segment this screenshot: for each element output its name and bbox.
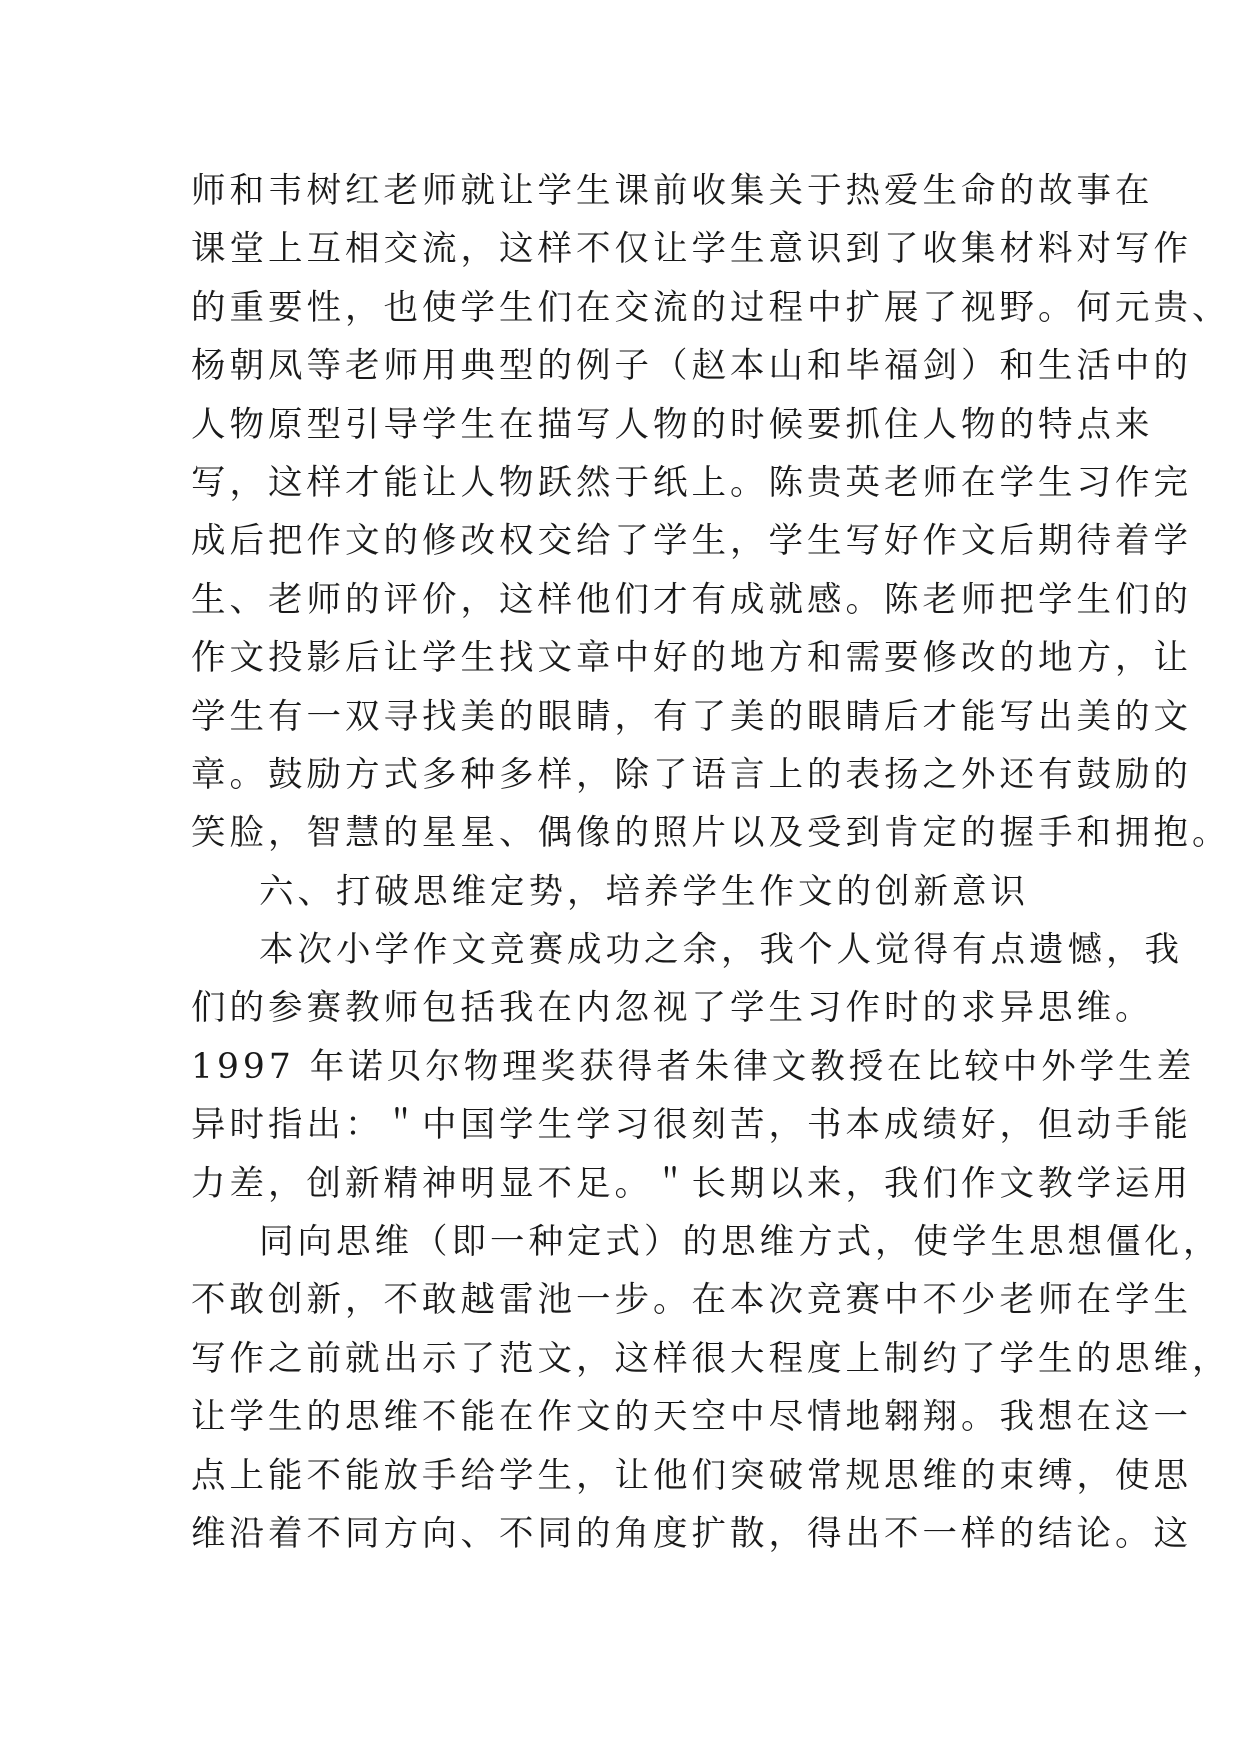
text-line: 杨朝凤等老师用典型的例子（赵本山和毕福剑）和生活中的	[191, 346, 1192, 387]
text-line: 本次小学作文竞赛成功之余，我个人觉得有点遗憾，我	[259, 930, 1183, 971]
body-text	[191, 162, 1231, 1563]
text-line: 同向思维（即一种定式）的思维方式，使学生思想僵化，	[259, 1222, 1222, 1263]
text-line: 写，这样才能让人物跃然于纸上。陈贵英老师在学生习作完	[191, 462, 1192, 503]
text-line: 课堂上互相交流，这样不仅让学生意识到了收集材料对写作	[191, 229, 1192, 270]
text-line: 章。鼓励方式多种多样，除了语言上的表扬之外还有鼓励的	[191, 754, 1192, 795]
text-line: 不敢创新，不敢越雷池一步。在本次竞赛中不少老师在学生	[191, 1280, 1192, 1321]
text-line: 人物原型引导学生在描写人物的时候要抓住人物的特点来	[191, 404, 1154, 445]
text-line: 成后把作文的修改权交给了学生，学生写好作文后期待着学	[191, 521, 1192, 562]
text-line: 1997 年诺贝尔物理奖获得者朱律文教授在比较中外学生差	[191, 1046, 1196, 1087]
text-line: 们的参赛教师包括我在内忽视了学生习作时的求异思维。	[191, 988, 1154, 1029]
text-line: 的重要性，也使学生们在交流的过程中扩展了视野。何元贵、	[191, 287, 1231, 328]
text-line: 力差，创新精神明显不足。＂长期以来，我们作文教学运用	[191, 1163, 1192, 1204]
section-heading: 六、打破思维定势，培养学生作文的创新意识	[259, 871, 1029, 912]
text-line: 作文投影后让学生找文章中好的地方和需要修改的地方，让	[191, 638, 1192, 679]
text-line: 师和韦树红老师就让学生课前收集关于热爱生命的故事在	[191, 171, 1154, 211]
text-line: 异时指出：＂中国学生学习很刻苦，书本成绩好，但动手能	[191, 1105, 1192, 1146]
text-line: 写作之前就出示了范文，这样很大程度上制约了学生的思维，	[191, 1338, 1231, 1379]
text-line: 让学生的思维不能在作文的天空中尽情地翱翔。我想在这一	[191, 1397, 1192, 1438]
text-line: 点上能不能放手给学生，让他们突破常规思维的束缚，使思	[191, 1455, 1192, 1496]
text-line: 学生有一双寻找美的眼睛，有了美的眼睛后才能写出美的文	[191, 696, 1192, 737]
text-line: 生、老师的评价，这样他们才有成就感。陈老师把学生们的	[191, 579, 1192, 620]
text-line: 笑脸，智慧的星星、偶像的照片以及受到肯定的握手和拥抱。	[191, 813, 1231, 854]
text-line: 维沿着不同方向、不同的角度扩散，得出不一样的结论。这	[191, 1513, 1192, 1554]
